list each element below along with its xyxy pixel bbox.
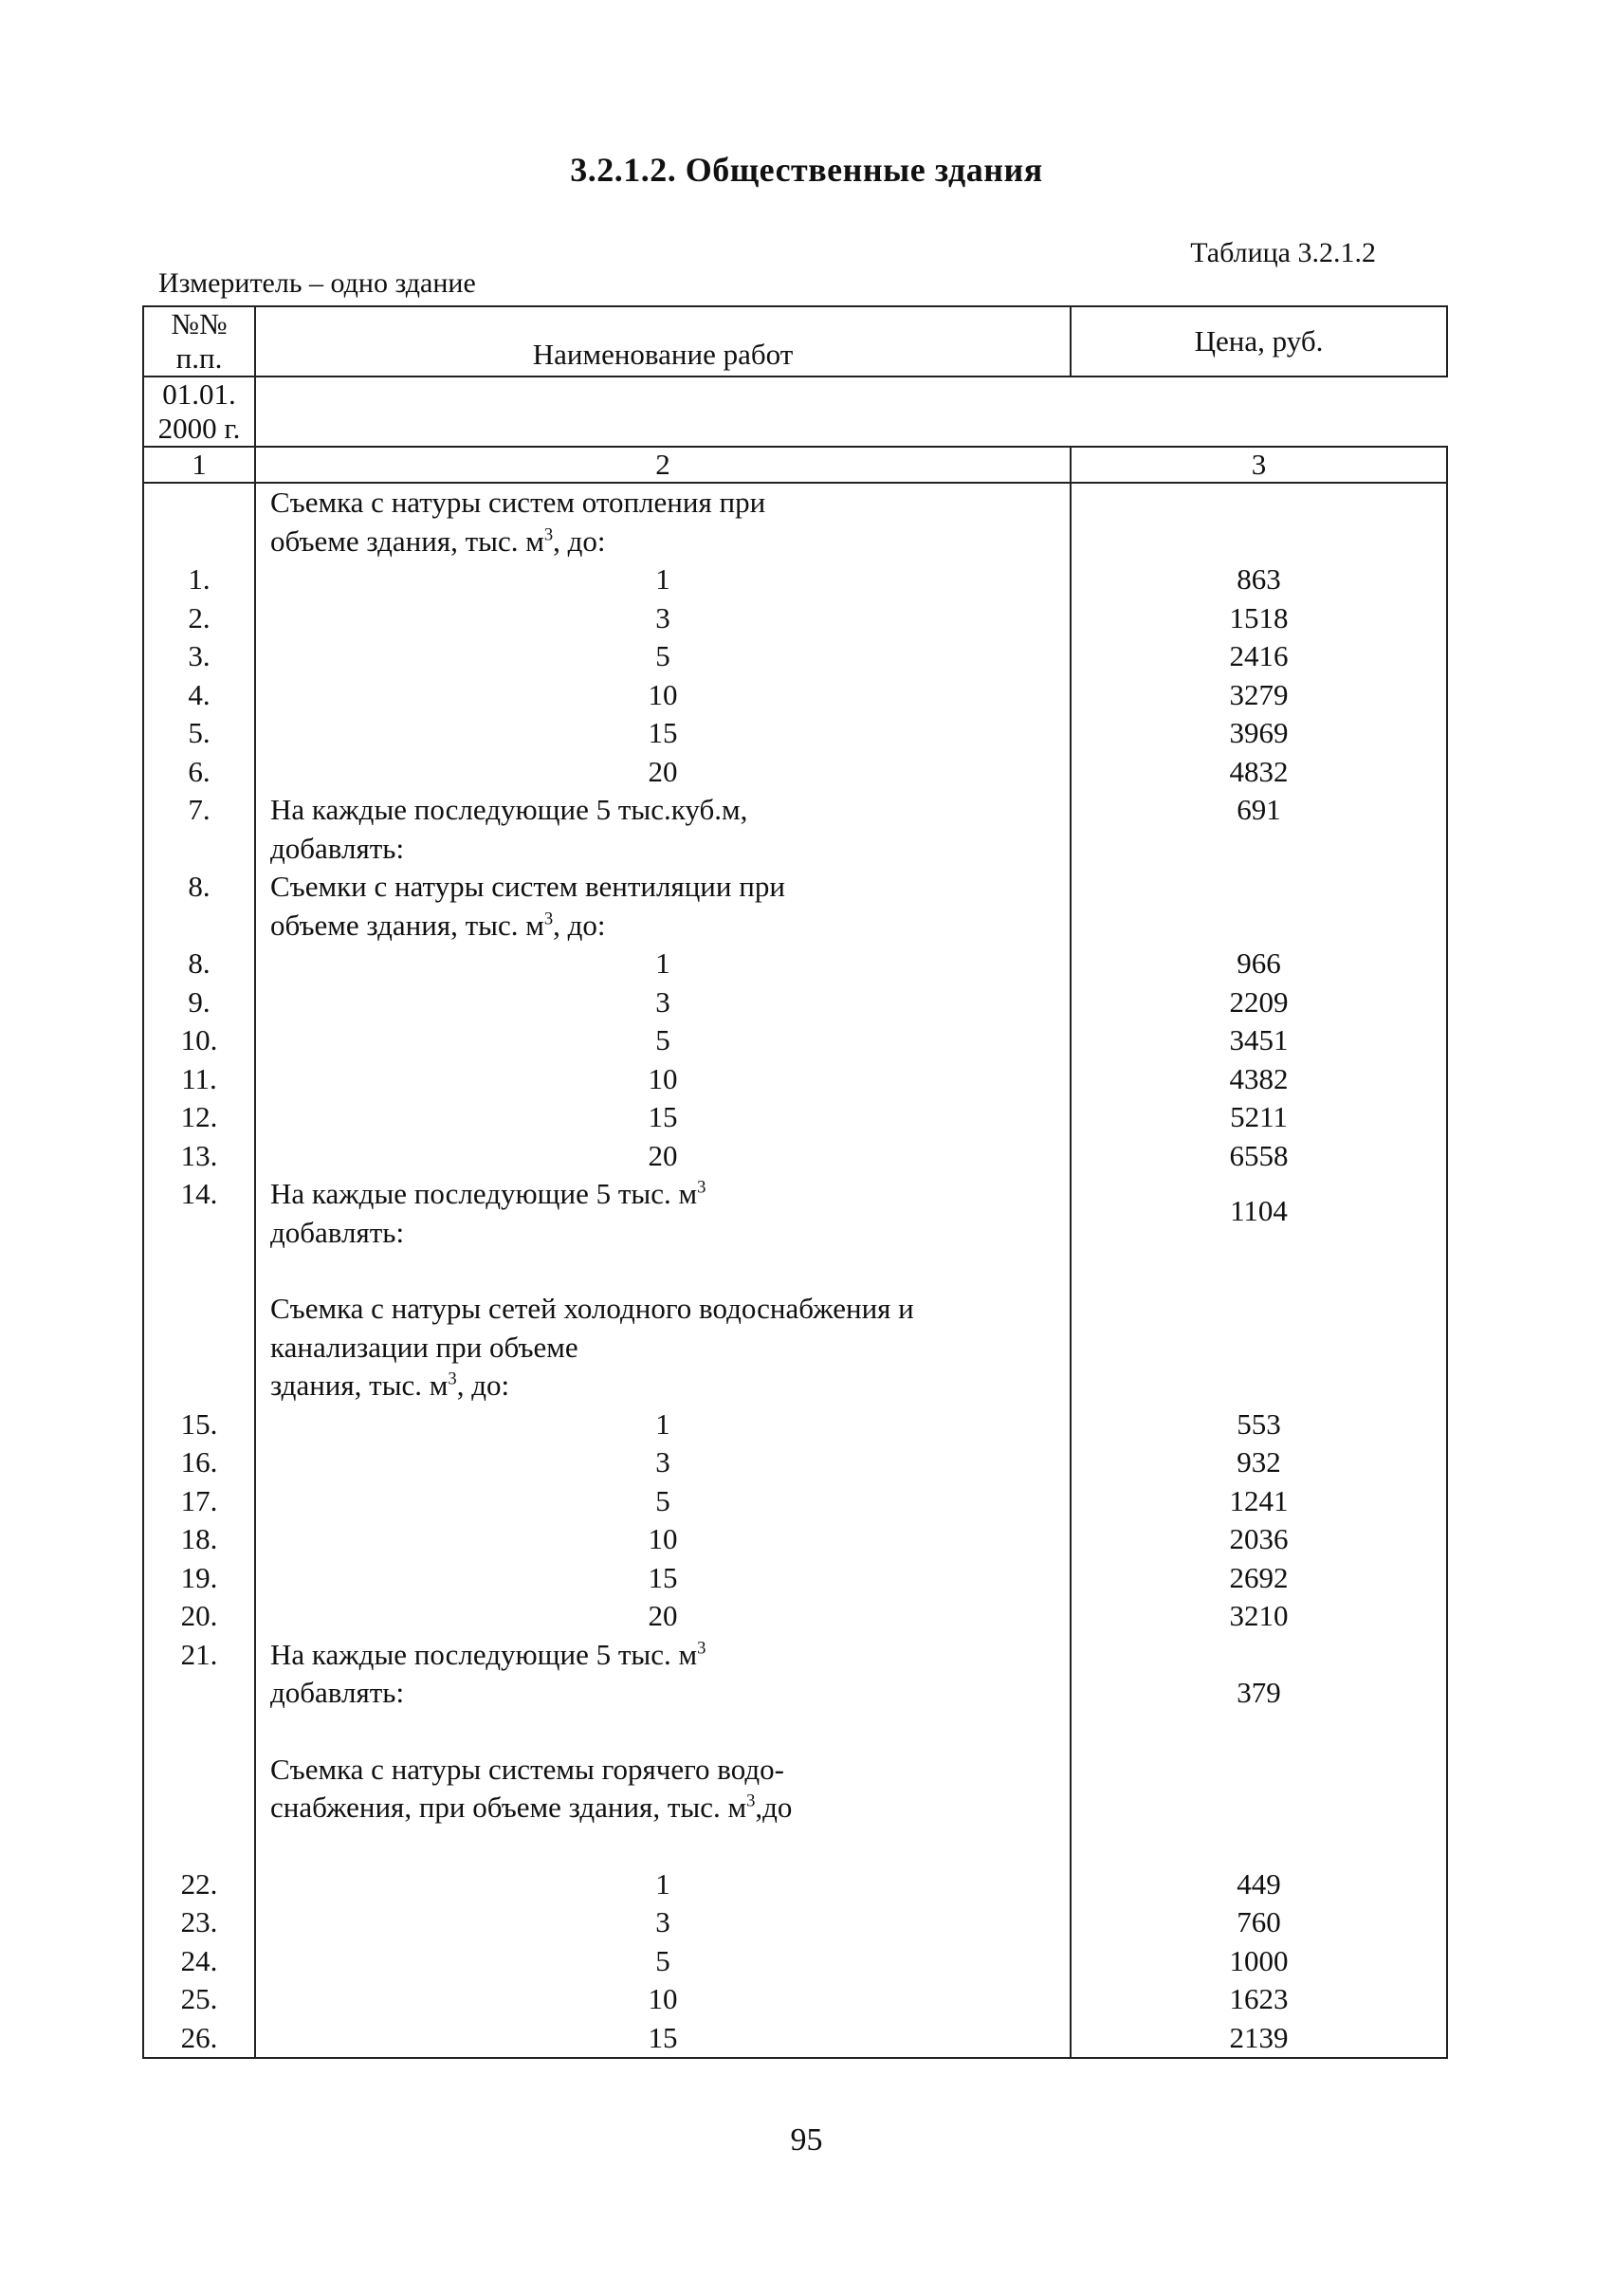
table-row: 22. 1 449: [143, 1865, 1447, 1904]
column-number-1: 1: [143, 447, 255, 483]
table-header-row-2: [143, 377, 1447, 447]
table-header-row: [143, 306, 1447, 377]
table-row: 10. 5 3451: [143, 1021, 1447, 1060]
column-number-2: 2: [255, 447, 1071, 483]
table-row: 6. 20 4832: [143, 753, 1447, 792]
section-heading: Съемка с натуры сетей холодного водоснабжения и канализации при объеме здания, тыс. $м^3$, до:: [143, 1290, 1447, 1405]
table-row: 23. 3 760: [143, 1903, 1447, 1942]
spacer-row: [143, 1713, 1447, 1751]
section-heading: Съемка с натуры системы горячего водо- снабжения, при объеме здания, тыс. $м^3,до$: [143, 1751, 1447, 1828]
section-heading: 8. Съемки с натуры систем вентиляции при объеме здания, тыс. $м^3$, до:: [143, 868, 1447, 945]
page-title: 3.2.1.2. Общественные здания: [570, 151, 1043, 189]
table-row: 25. 10 1623: [143, 1980, 1447, 2019]
table-row: 17. 5 1241: [143, 1482, 1447, 1521]
table-row: 3. 5 2416: [143, 637, 1447, 676]
column-number-row: [143, 447, 1447, 483]
table-row: 1. 1 863: [143, 560, 1447, 599]
table-body: [143, 483, 1447, 2058]
table-row-extra: 7. На каждые последующие 5 тыс.куб.м, добавлять: 691: [143, 791, 1447, 868]
measure-note: Измеритель – одно здание: [158, 267, 476, 299]
spacer-row: [143, 1828, 1447, 1865]
table-row: 20. 20 3210: [143, 1597, 1447, 1636]
table-row: 18. 10 2036: [143, 1520, 1447, 1559]
table-row: 19. 15 2692: [143, 1559, 1447, 1598]
column-number-3: 3: [1071, 447, 1447, 483]
table-row-extra: 21. На каждые последующие 5 тыс. $м^3$ добавлять: 379: [143, 1636, 1447, 1713]
page-number: 95: [790, 2122, 823, 2158]
table-row: 4. 10 3279: [143, 676, 1447, 715]
price-table: [142, 305, 1448, 2059]
header-name: Наименование работ: [255, 306, 1071, 377]
table-row: 26. 15 2139: [143, 2019, 1447, 2059]
table-row: 8. 1 966: [143, 945, 1447, 983]
table-row: 24. 5 1000: [143, 1942, 1447, 1981]
spacer-row: [143, 1252, 1447, 1290]
table-row: 2. 3 1518: [143, 599, 1447, 638]
table-row: 13. 20 6558: [143, 1137, 1447, 1176]
table-row: 16. 3 932: [143, 1443, 1447, 1482]
table-row: 15. 1 553: [143, 1405, 1447, 1444]
header-price-date: 01.01. 2000 г.: [143, 377, 255, 447]
table-row: 11. 10 4382: [143, 1060, 1447, 1099]
header-price: Цена, руб.: [1071, 306, 1447, 377]
table-row-extra: 14. На каждые последующие 5 тыс. $м^3$ добавлять: 1104: [143, 1175, 1447, 1252]
section-heading: Съемка с натуры систем отопления при объеме здания, тыс. $м^3$, до:: [143, 483, 1447, 560]
header-num: №№ п.п.: [143, 306, 255, 377]
table-row: 12. 15 5211: [143, 1098, 1447, 1137]
table-caption: Таблица 3.2.1.2: [1190, 237, 1376, 268]
table-row: 9. 3 2209: [143, 983, 1447, 1022]
table-row: 5. 15 3969: [143, 714, 1447, 753]
